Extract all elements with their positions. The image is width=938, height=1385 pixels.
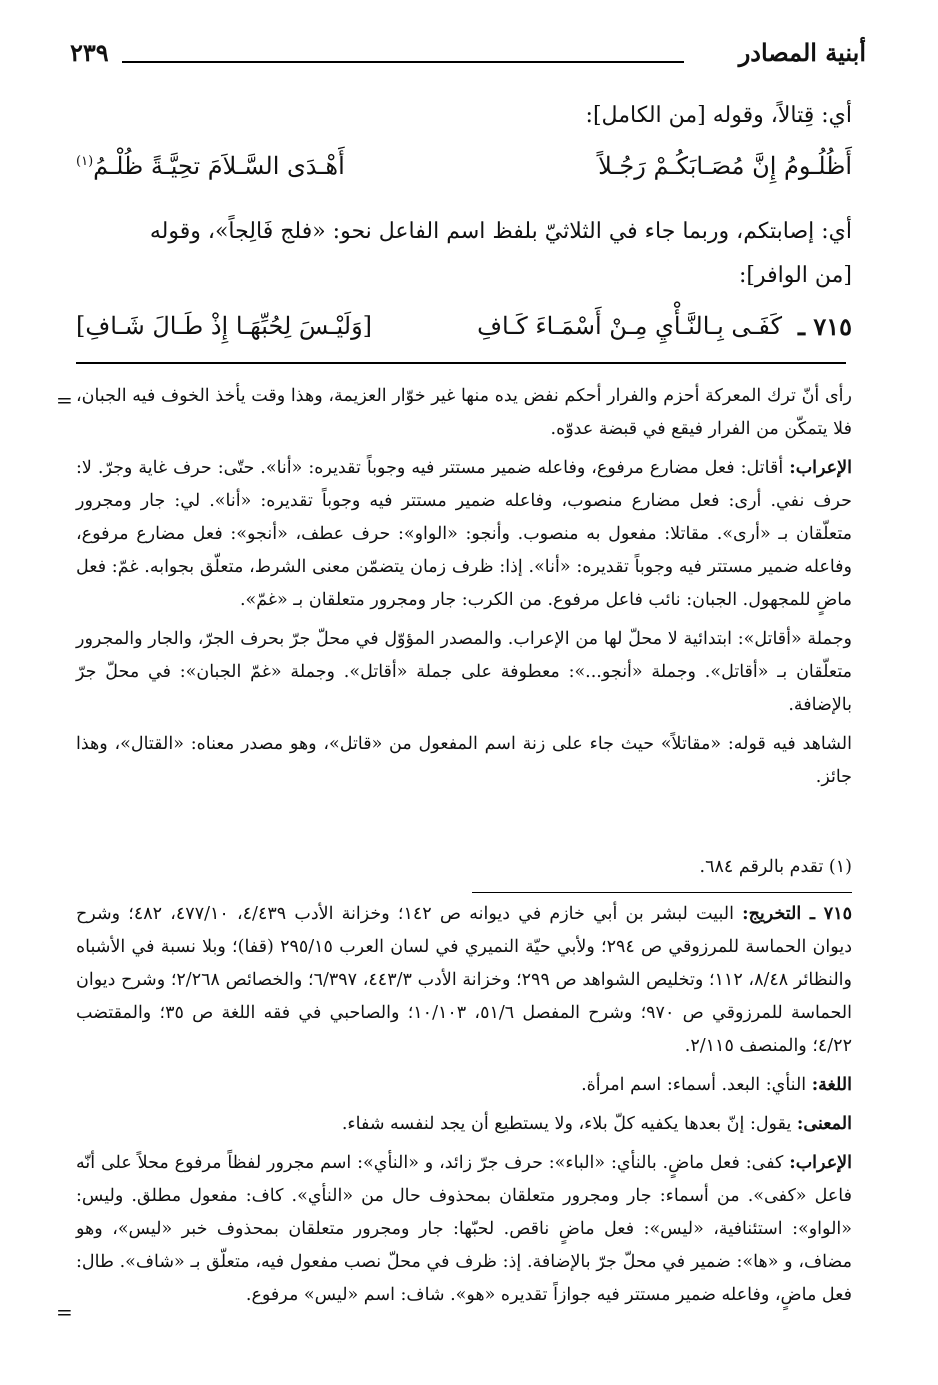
footnote: (١) تقدم بالرقم ٦٨٤. [699, 857, 852, 877]
main-line: أي: إصابتكم، وربما جاء في الثلاثيّ بلفظ اسم الفاعل نحو: «فلج فَالِجاً»، وقوله [149, 219, 852, 244]
note-paragraph: المعنى: يقول: إنّ بعدها يكفيه كلّ بلاء، ولا يستطيع أن يجد لنفسه شفاء. [341, 1114, 852, 1134]
note-label: اللغة: [811, 1075, 852, 1095]
continuation-mark: = [56, 388, 73, 412]
verse-number: ٧١٥ ـ [797, 312, 852, 341]
continuation-mark: = [56, 1300, 73, 1324]
note-paragraph: الإعراب: كفى: فعل ماضٍ. بالنأي: «الباء»: حرف جرّ زائد، و «النأي»: اسم مجرور لفظاً مرفوع محلاً على أنّه فاعل «كفى». من أسماء: جار ومجرور متعلقان بمحذوف حال من «النأي». كاف: مفعول مطلق. وليس: «الواو»: استئنافية، «ليس»: فعل ماضٍ ناقص. لحبّها: جار ومجرور متعلقان بمحذوف خبر «ليس»، وهو مضاف، و «ها»: ضمير في محلّ جرّ بالإضافة. إذ: ظرف في محلّ نصب مفعول فيه، متعلّق بـ «شاف». طال: فعل ماضٍ، وفاعله ضمير مستتر فيه جوازاً تقديره «هو». شاف: اسم «ليس» مرفوع. [76, 1153, 852, 1305]
page-number: ٢٣٩ [70, 38, 109, 67]
main-line: أي: قِتالاً، وقوله [من الكامل]: [585, 103, 852, 128]
main-text [76, 94, 852, 370]
verse-hemistich-first: أَظُلُـومُ إِنَّ مُصَـابَكُـمْ رَجُـلاً [598, 152, 852, 180]
running-title: أبنية المصادر [738, 38, 866, 67]
page-header [70, 34, 866, 74]
note-paragraph: رأى أنّ ترك المعركة أحزم والفرار أحكم نفض يده منها غير خوّار العزيمة، وهذا وقت يأخذ الخوف فيه الجبان، فلا يتمكّن من الفرار فيقع في قبضة عدوّه. [76, 386, 852, 439]
footnote-divider [472, 892, 852, 893]
note-paragraph: وجملة «أقاتل»: ابتدائية لا محلّ لها من الإعراب. والمصدر المؤوّل في محلّ جرّ بحرف الجرّ، والجار والمجرور متعلّقان بـ «أقاتل». وجملة «أنجو...»: معطوفة على جملة «أقاتل». وجملة «غمّ الجبان»: في محلّ جرّ بالإضافة. [76, 629, 852, 715]
main-line: [من الوافر]: [738, 263, 852, 288]
notes-section [76, 380, 852, 800]
note-paragraph: الشاهد فيه قوله: «مقاتلاً» حيث جاء على زنة اسم المفعول من «قاتل»، وهو مصدر معناه: «القتال»، وهذا جائز. [76, 734, 852, 787]
note-label: المعنى: [796, 1114, 852, 1134]
main-divider [76, 362, 846, 364]
note-paragraph: ٧١٥ ـ التخريج: البيت لبشر بن أبي خازم في ديوانه ص ١٤٢؛ وخزانة الأدب ٤/٤٣٩، ٤٧٧/١٠، ٤٨٢؛ وشرح ديوان الحماسة للمرزوقي ص ٢٩٤؛ ولأبي حيّة النميري في لسان العرب ٢٩٥/١٥ (قفا)؛ وبلا نسبة في الأشباه والنظائر ٨/٤٨، ١١٢؛ وتخليص الشواهد ص ٢٩٩؛ وخزانة الأدب ٤٤٣/٣، ٦/٣٩٧؛ والخصائص ٢/٢٦٨؛ وشرح ديوان الحماسة للمرزوقي ص ٩٧٠؛ وشرح المفصل ٥١/٦، ١٠/١٠٣؛ والصاحبي في فقه اللغة ص ٣٥؛ والمقتضب ٤/٢٢؛ والمنصف ٢/١١٥. [76, 904, 852, 1056]
note-paragraph: الإعراب: أقاتل: فعل مضارع مرفوع، وفاعله ضمير مستتر فيه وجوباً تقديره: «أنا». حتّى: حرف غاية وجرّ. لا: حرف نفي. أرى: فعل مضارع منصوب، وفاعله ضمير مستتر فيه وجوباً تقديره: «أنا». لي: جار ومجرور متعلّقان بـ «أرى». مقاتلا: مفعول به منصوب. وأنجو: «الواو»: حرف عطف، «أنجو»: فعل مضارع مرفوع، وفاعله ضمير مستتر فيه وجوباً تقديره: «أنا». إذا: ظرف زمان يتضمّن معنى الشرط، متعلّق بجوابه. غمّ: فعل ماضٍ للمجهول. الجبان: نائب فاعل مرفوع. من الكرب: جار ومجرور متعلقان بـ «غمّ». [76, 458, 852, 610]
note-paragraph: اللغة: النأي: البعد. أسماء: اسم امرأة. [581, 1075, 852, 1095]
header-rule [122, 61, 684, 63]
verse-hemistich-second: أَهْـدَى السَّـلاَمَ تحِيَّـةً ظُلْـمُ$^{(١)}$ [76, 152, 345, 180]
note-label: ٧١٥ ـ التخريج: [742, 904, 852, 924]
verse-hemistich-first: كَفَـى بِـالنَّـأْيِ مِـنْ أَسْمَـاءَ كَـافِ [477, 312, 782, 340]
note-label: الإعراب: [789, 1153, 852, 1173]
verse-hemistich-second: [وَلَيْـسَ لِحُبِّهَـا إِذْ طَـالَ شَـافِ] [76, 312, 373, 340]
note-label: الإعراب: [789, 458, 852, 478]
verse-line [76, 144, 852, 202]
notes-section-2 [76, 898, 852, 1318]
footnote-reference: (١) [76, 154, 94, 169]
verse-line-numbered [76, 304, 852, 362]
